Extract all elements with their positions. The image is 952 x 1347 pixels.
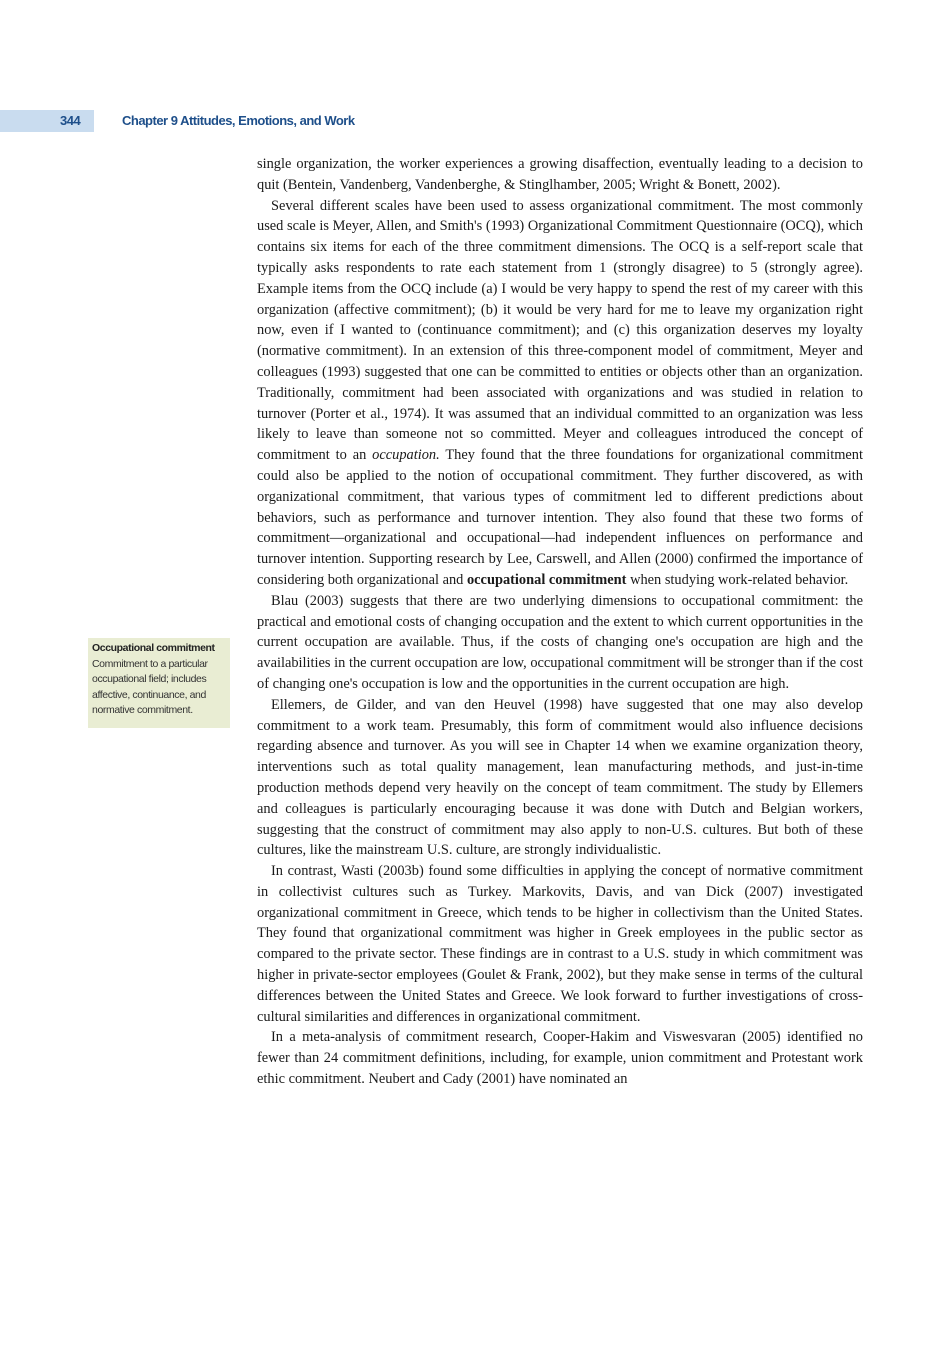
running-head-chapter-title: Chapter 9 Attitudes, Emotions, and Work	[122, 113, 355, 128]
glossary-definition: Commitment to a particular occupational field; includes affective, continuance, and normative commitment.	[92, 657, 208, 716]
paragraph-wasti: In contrast, Wasti (2003b) found some difficulties in applying the concept of normative commitment in collectivist cultures such as Turkey. Markovits, Davis, and van Dick (2007) investigated organizational commitment in Greece, which tends to be higher in collectivism than the United States. They found that organizational commitment was higher in Greek employees in the public sector as compared to the private sector. These findings are in contrast to a U.S. study in which commitment was higher in private-sector employees (Goulet & Frank, 2002), but they make sense in terms of the cultural differences between the United States and Greece. We look forward to further investigations of cross-cultural similarities and differences in organizational commitment.	[257, 863, 863, 1025]
paragraph-ocq-scales	[257, 196, 863, 591]
body-text	[257, 154, 863, 1090]
page-header	[0, 110, 952, 132]
emphasized-term-occupation: occupation.	[372, 447, 440, 464]
paragraph-text: when studying work-related behavior.	[630, 571, 849, 588]
paragraph-ellemers: Ellemers, de Gilder, and van den Heuvel (1998) have suggested that one may also develop commitment to a work team. Presumably, this form of commitment would also influence decisions regarding absence and turnover. As you will see in Chapter 14 when we examine organization theory, interventions such as total quality management, lean manufacturing methods, and just-in-time production methods depend very heavily on the concept of team commitment. The study by Ellemers and colleagues is particularly encouraging because it was done with Dutch and Belgian workers, suggesting that the construct of commitment may also apply to non-U.S. cultures. But both of these cultures, like the mainstream U.S. culture, are strongly individualistic.	[257, 696, 863, 859]
paragraph-continued: single organization, the worker experiences a growing disaffection, eventually leading to a decision to quit (Bentein, Vandenberg, Vandenberghe, & Stinglhamber, 2005; Wright & Bonett, 2002).	[257, 156, 863, 193]
margin-glossary-note	[88, 638, 230, 728]
paragraph-text: They found that the three foundations for organizational commitment could also be applied to the notion of occupational commitment. They further discovered, as with organizational commitment, that various types of commitment led to different predictions about behaviors, such as performance and turnover intention. They also found that these two forms of commitment—organizational and occupational—had independent influences on performance and turnover intention. Supporting research by Lee, Carswell, and Allen (2000) confirmed the importance of considering both organizational and	[257, 447, 863, 588]
page-number-tab	[0, 110, 94, 132]
page-number: 344	[60, 113, 81, 128]
paragraph-meta-analysis: In a meta-analysis of commitment research, Cooper-Hakim and Viswesvaran (2005) identified no fewer than 24 commitment definitions, including, for example, union commitment and Protestant work ethic commitment. Neubert and Cady (2001) have nominated an	[257, 1029, 863, 1088]
glossary-term: Occupational commitment	[92, 642, 215, 654]
paragraph-text: Several different scales have been used to assess organizational commitment. The most commonly used scale is Meyer, Allen, and Smith's (1993) Organizational Commitment Questionnaire (OCQ), which contains six items for each of the three commitment dimensions. The OCQ is a self-report scale that typically asks respondents to rate each statement from 1 (strongly disagree) to 5 (strongly agree). Example items from the OCQ include (a) I would be very happy to spend the rest of my career with this organization (affective commitment); (b) it would be very hard for me to leave my organization right now, even if I wanted to (continuance commitment); and (c) this organization deserves my loyalty (normative commitment). In an extension of this three-component model of commitment, Meyer and colleagues (1993) suggested that one can be committed to entities or objects other than an organization. Traditionally, commitment had been associated with organizations and was studied in relation to turnover (Porter et al., 1974). It was assumed that an individual committed to an organization was less likely to leave than someone not so committed. Meyer and colleagues introduced the concept of commitment to an	[257, 197, 863, 464]
paragraph-blau: Blau (2003) suggests that there are two underlying dimensions to occupational commitment: the practical and emotional costs of changing occupation and the extent to which current opportunities in the current occupation are available. Thus, if the costs of changing one's occupation are high and the availabilities in the current occupation are low, occupational commitment will be stronger than if the cost of changing one's occupation is low and the opportunities in the current occupation are high.	[257, 592, 863, 692]
key-term-occupational-commitment: occupational commitment	[466, 571, 627, 588]
